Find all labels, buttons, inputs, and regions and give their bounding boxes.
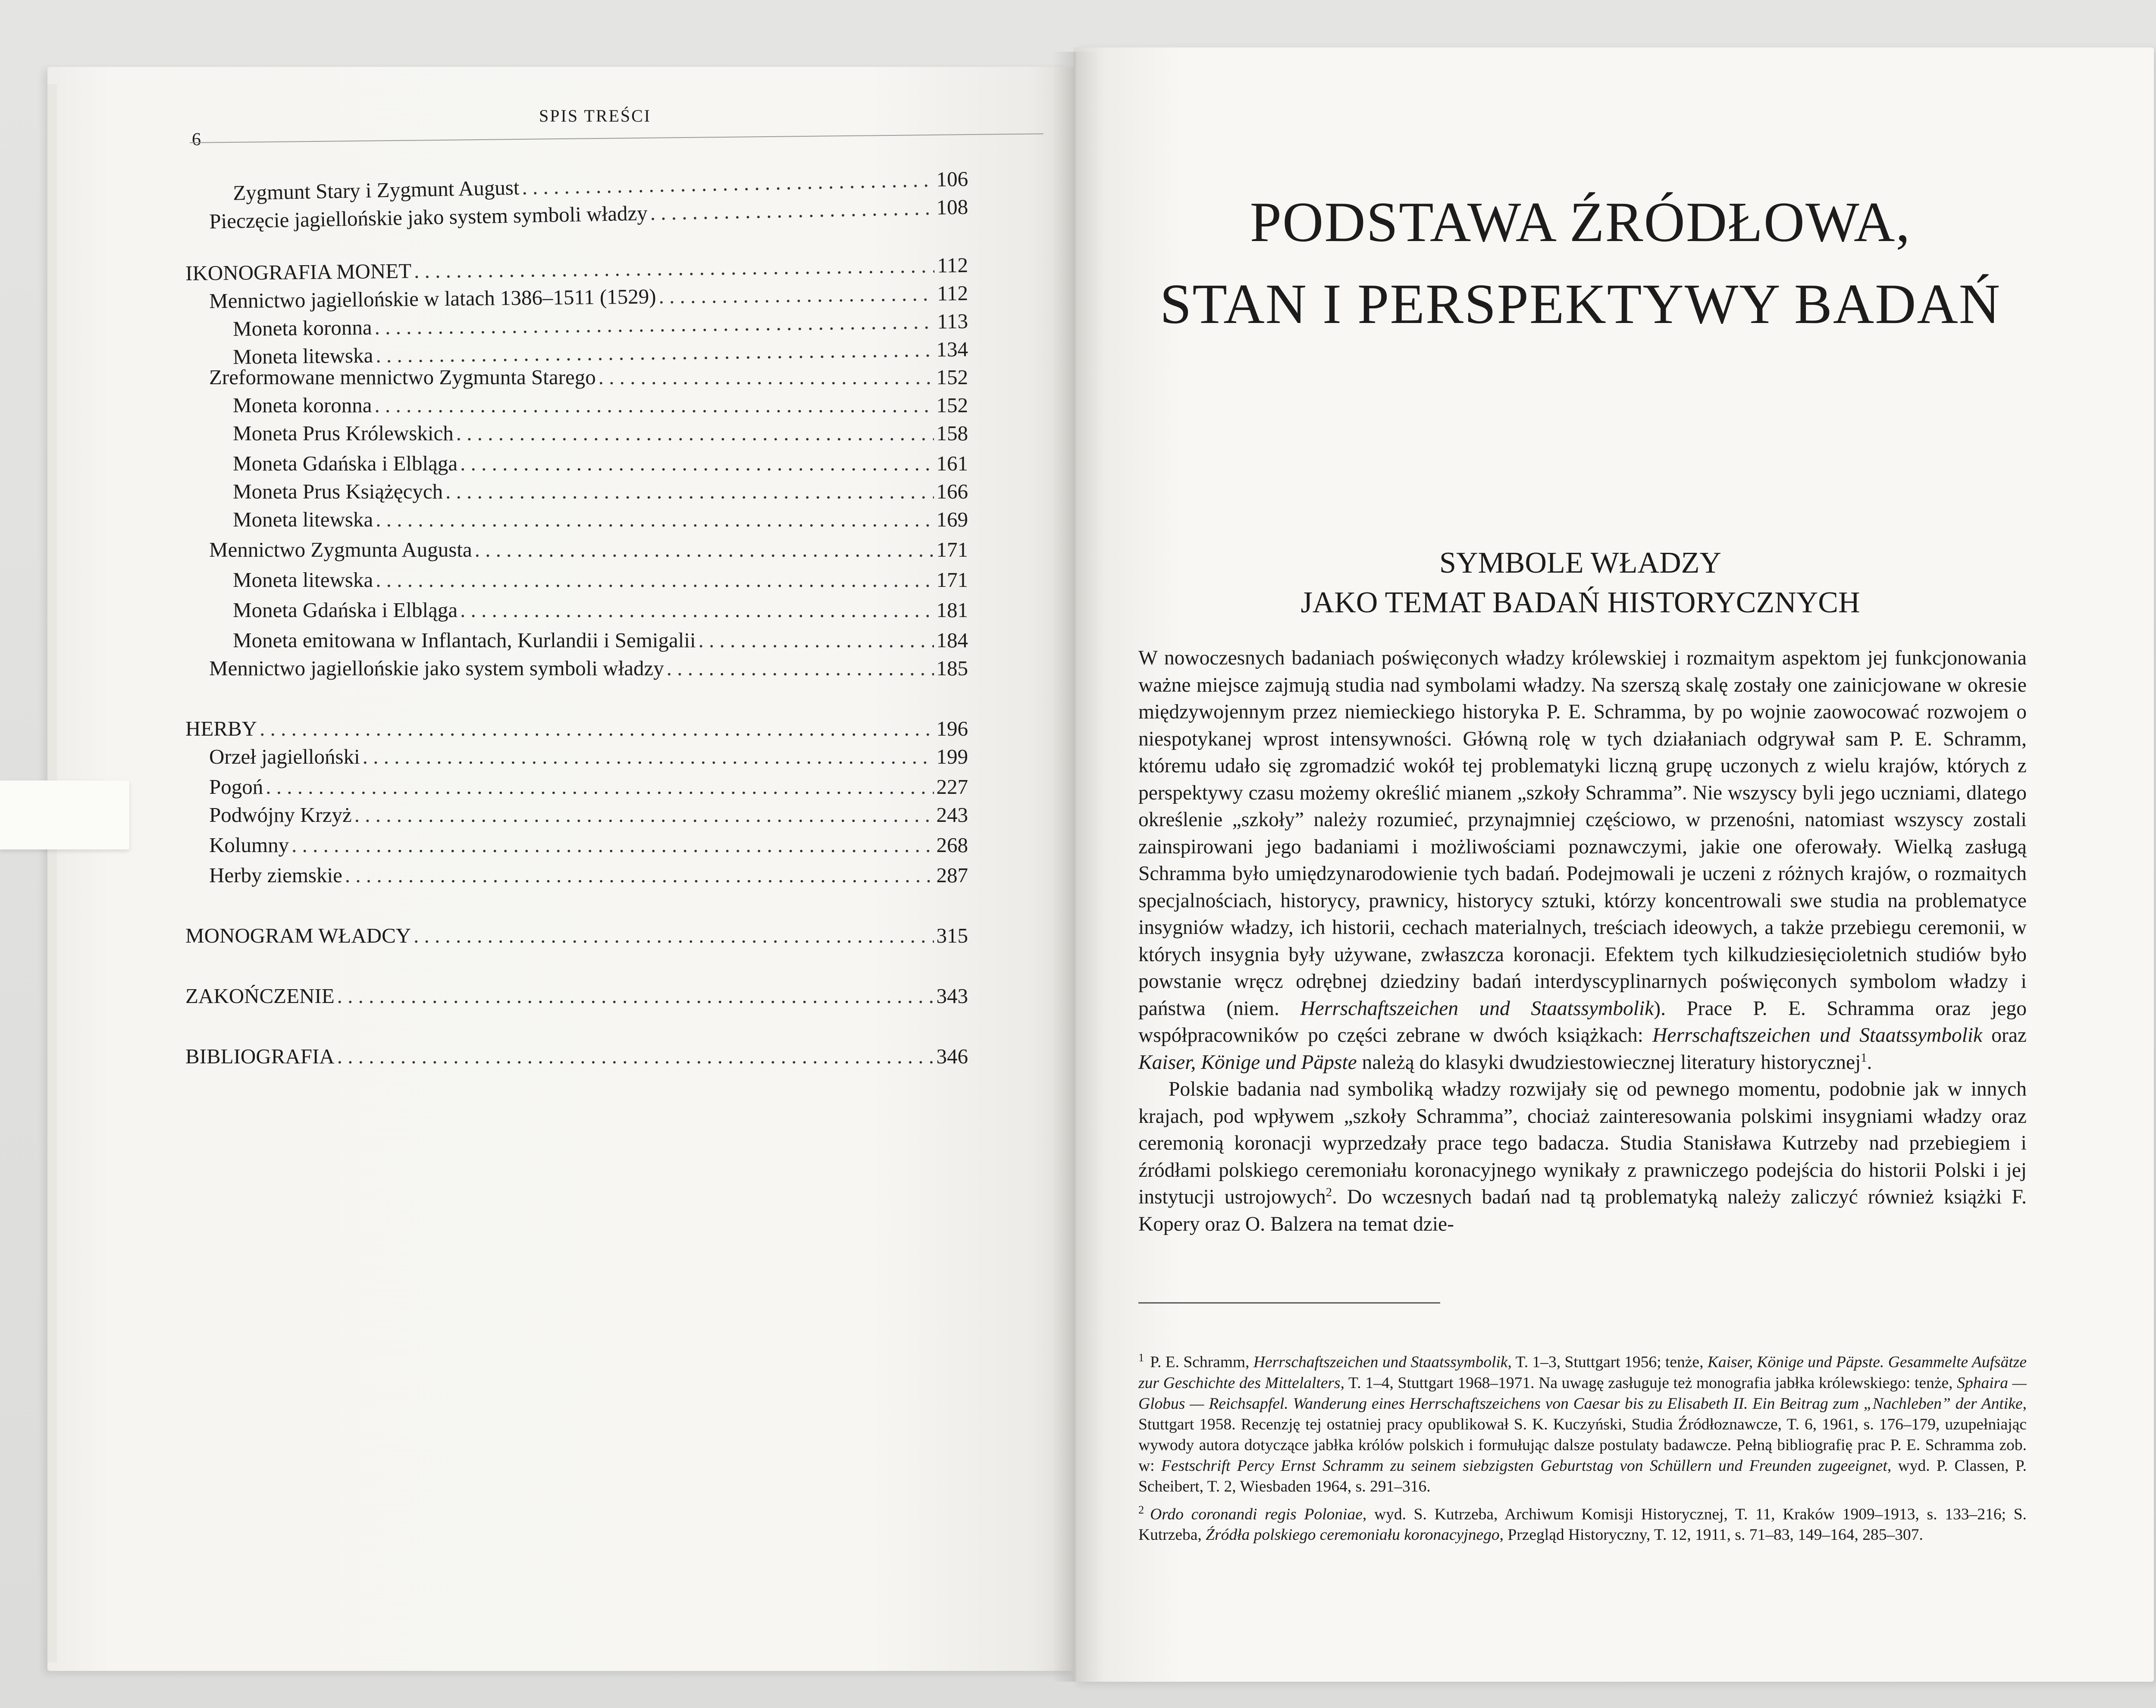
toc-entry[interactable] xyxy=(209,367,968,388)
toc-label: Moneta Gdańska i Elbląga xyxy=(233,598,458,622)
toc-leader-dots xyxy=(667,658,934,679)
italic-title: Sphaira — Globus — Reichsapfel. Wanderung eines Herrschaftszeichens von Caesar bis zu Elisabeth II. Ein Beitrag zum „Nachleben” der Antike xyxy=(1138,1374,2027,1413)
toc-page-number: 287 xyxy=(936,863,968,887)
toc-page-number: 268 xyxy=(936,833,968,857)
toc-label: Moneta koronna xyxy=(232,315,372,341)
toc-leader-dots xyxy=(456,423,934,444)
chapter-title xyxy=(1121,181,2040,345)
toc-label: Mennictwo jagiellońskie jako system symboli władzy xyxy=(209,656,664,680)
toc-page-number: 227 xyxy=(936,775,968,799)
toc-label: IKONOGRAFIA MONET xyxy=(185,259,412,285)
toc-leader-dots xyxy=(337,1046,934,1067)
toc-leader-dots xyxy=(414,925,934,946)
toc-label: Podwójny Krzyż xyxy=(209,803,352,827)
toc-entry[interactable] xyxy=(209,658,968,679)
toc-leader-dots xyxy=(363,746,934,767)
toc-page-number: 152 xyxy=(936,365,968,389)
italic-title: Festschrift Percy Ernst Schramm zu seinem siebzigsten Geburtstag von Schüllern und Freunden zugeeignet xyxy=(1161,1457,1887,1475)
toc-entry[interactable] xyxy=(209,865,968,886)
toc-page-number: 169 xyxy=(936,508,968,531)
italic-title: Herrschaftszeichen und Staatssymbolik xyxy=(1652,1024,1983,1047)
text-run: Polskie badania nad symboliką władzy rozwijały się od pewnego momentu, podobnie jak w innych krajach, pod wpływem „szkoły Schramma”, chociaż zainteresowania polskimi insygniami władzy oraz ceremonią koronacji wyprzedzały prace tego badacza. Studia Stanisława Kutrzeby nad przebiegiem i źródłami polskiego ceremoniału koronacyjnego wynikały z prawniczego podejścia do historii Polski i jej instytucji ustrojowych xyxy=(1138,1078,2027,1208)
toc-leader-dots xyxy=(475,539,934,560)
toc-page-number: 158 xyxy=(936,421,968,445)
toc-label: Pogoń xyxy=(209,775,263,799)
toc-page-number: 346 xyxy=(936,1044,968,1068)
toc-label: Moneta Gdańska i Elbląga xyxy=(233,451,458,475)
toc-leader-dots xyxy=(266,776,934,797)
toc-entry[interactable] xyxy=(233,569,968,590)
bookmark-strip xyxy=(0,780,129,849)
toc-page-number: 112 xyxy=(937,281,968,305)
toc-label: Kolumny xyxy=(209,833,289,857)
footnote-number: 1 xyxy=(1138,1351,1144,1364)
toc-section[interactable] xyxy=(185,1046,968,1067)
footnote-rule xyxy=(1138,1302,1440,1304)
toc-label: Moneta Prus Książęcych xyxy=(233,479,443,503)
toc-label: Moneta Prus Królewskich xyxy=(233,421,454,445)
page-number: 6 xyxy=(192,130,201,150)
toc-page-number: 243 xyxy=(936,803,968,827)
text-run: oraz xyxy=(1982,1024,2027,1047)
text-run: P. E. Schramm, xyxy=(1150,1353,1253,1371)
text-run: ). Prace P. E. Schramma oraz jego współpracowników po części zebrane w dwóch książkach: xyxy=(1138,997,2027,1047)
toc-page-number: 199 xyxy=(936,745,968,768)
toc-entry[interactable] xyxy=(209,539,968,560)
text-run: , T. 1–3, Stuttgart 1956; tenże, xyxy=(1507,1353,1708,1371)
toc-page-number: 108 xyxy=(936,195,968,219)
italic-title: Herrschaftszeichen und Staatssymbolik xyxy=(1253,1353,1508,1371)
text-run: , Przegląd Historyczny, T. 12, 1911, s. 71–83, 149–164, 285–307. xyxy=(1499,1526,1923,1544)
section-title xyxy=(1121,543,2040,623)
toc-page-number: 166 xyxy=(936,479,968,503)
toc-page-number: 171 xyxy=(936,538,968,561)
toc-leader-dots xyxy=(658,283,934,307)
toc-label: Moneta emitowana w Inflantach, Kurlandii i Semigalii xyxy=(233,628,696,652)
toc-page-number: 152 xyxy=(936,393,968,417)
text-run: W nowoczesnych badaniach poświęconych władzy królewskiej i rozmaitym aspektom jej funkcjonowania ważne miejsce zajmują studia nad symbolami władzy. Na szerszą skalę zostały one zainicjowane w okresie międzywojennym przez niemieckiego historyka P. E. Schramma, by po wojnie zaowocować rozwojem o niespotykanej wprost intensywności. Główną rolę w tych działaniach odgrywał sam P. E. Schramm, któremu udało się zgromadzić wokół tej problematyki liczną grupę uczonych z wielu krajów, których z perspektywy czasu możemy określić mianem „szkoły Schramma”. Nie wszyscy byli jego uczniami, dlatego określenie „szkoły” należy rozumieć, przynajmniej częściowo, w przenośni, natomiast wszyscy zostali zainspirowani jego badaniami i możliwościami poznawczymi, jakie one oferowały. Wielką zasługą Schramma było umiędzynarodowienie tych badań. Podejmowali je uczeni z różnych krajów, o rozmaitych specjalnościach, historycy, prawnicy, historycy sztuki, którzy koncentrowali swe studia na problematyce insygniów władzy, ich historii, cechach materialnych, treściach ideowych, a także przebiegu ceremonii, w których insygnia były używane, zwłaszcza koronacji. Efektem tych kilkudziesięcioletnich studiów było powstanie wręcz odrębnej dziedziny badań interdyscyplinarnych poświęconych symbolom władzy i państwa (niem. xyxy=(1138,647,2027,1020)
toc-leader-dots xyxy=(376,569,934,590)
toc-entry[interactable] xyxy=(233,630,968,651)
toc-label: Moneta litewska xyxy=(233,508,373,531)
toc-page-number: 106 xyxy=(936,167,968,191)
toc-label: Zygmunt Stary i Zygmunt August xyxy=(232,175,520,205)
toc-entry[interactable] xyxy=(233,453,968,474)
toc-entry[interactable] xyxy=(209,804,968,825)
toc-section[interactable] xyxy=(185,985,968,1006)
italic-title: Ordo coronandi regis Poloniae xyxy=(1150,1505,1363,1523)
toc-page-number: 343 xyxy=(936,984,968,1008)
toc-label: Mennictwo Zygmunta Augusta xyxy=(209,538,472,561)
italic-title: Źródła polskiego ceremoniału koronacyjnego xyxy=(1206,1526,1500,1544)
section-title-line-2: JAKO TEMAT BADAŃ HISTORYCZNYCH xyxy=(1300,586,1860,619)
chapter-title-line-2: STAN I PERSPEKTYWY BADAŃ xyxy=(1159,272,2001,335)
text-run: , wyd. P. Classen, P. Scheibert, T. 2, Wiesbaden 1964, s. 291–316. xyxy=(1138,1457,2027,1495)
toc-page-number: 134 xyxy=(936,337,968,361)
toc-label: Orzeł jagielloński xyxy=(209,745,360,768)
toc-leader-dots xyxy=(699,630,934,651)
footnote-ref-2[interactable]: 2 xyxy=(1326,1186,1332,1200)
toc-label: BIBLIOGRAFIA xyxy=(185,1044,335,1068)
toc-entry[interactable] xyxy=(209,776,968,797)
toc-label: MONOGRAM WŁADCY xyxy=(185,924,411,947)
toc-label: Moneta koronna xyxy=(233,393,372,417)
toc-leader-dots xyxy=(375,395,934,416)
body-text xyxy=(1138,645,2027,1238)
toc-label: Zreformowane mennictwo Zygmunta Starego xyxy=(209,365,596,389)
toc-leader-dots xyxy=(445,481,934,502)
toc-page-number: 184 xyxy=(936,628,968,652)
toc-label: Herby ziemskie xyxy=(209,863,342,887)
text-run: , wyd. S. Kutrzeba, Archiwum Komisji Historycznej, T. 11, Kraków 1909–1913, s. 133–216; S. Kutrzeba, xyxy=(1138,1505,2027,1544)
text-run: należą do klasyki dwudziestowiecznej literatury historycznej xyxy=(1357,1051,1861,1074)
toc-page-number: 113 xyxy=(937,309,968,333)
footnote-1 xyxy=(1138,1348,2027,1497)
toc-section[interactable] xyxy=(185,925,968,946)
toc-label: Pieczęcie jagiellońskie jako system symboli władzy xyxy=(209,201,648,233)
italic-term: Herrschaftszeichen und Staatssymbolik xyxy=(1300,997,1654,1020)
toc-entry[interactable] xyxy=(233,599,968,621)
toc-entry[interactable] xyxy=(209,746,968,767)
toc-entry[interactable] xyxy=(233,509,968,530)
toc-label: HERBY xyxy=(185,717,257,740)
chapter-title-line-1: PODSTAWA ŹRÓDŁOWA, xyxy=(1250,190,1911,254)
toc-page-number: 161 xyxy=(936,451,968,475)
text-run: , Stuttgart 1958. Recenzję tej ostatniej pracy opublikował S. K. Kuczyński, Studia Źródłoznawcze, T. 6, 1961, s. 176–179, uzupełniając wywody autora dotyczące jabłka królów polskich i formułując dalsze postulaty badawcze. Pełną bibliografię prac P. E. Schramma zob. w: xyxy=(1138,1395,2027,1475)
toc-leader-dots xyxy=(376,509,934,530)
toc-label: Mennictwo jagiellońskie w latach 1386–1511 (1529) xyxy=(209,284,656,313)
toc-page-number: 185 xyxy=(936,656,968,680)
toc-leader-dots xyxy=(354,804,934,825)
toc-leader-dots xyxy=(599,367,934,388)
text-run: , T. 1–4, Stuttgart 1968–1971. Na uwagę zasługuje też monografia jabłka królewskiego: tenże, xyxy=(1340,1374,1957,1392)
toc-page-number: 171 xyxy=(936,568,968,592)
toc-page-number: 315 xyxy=(936,924,968,947)
toc-entry[interactable] xyxy=(233,395,968,416)
toc-leader-dots xyxy=(337,985,934,1006)
toc-entry[interactable] xyxy=(233,423,968,444)
toc-label: Moneta litewska xyxy=(232,343,373,369)
toc-page-number: 196 xyxy=(936,717,968,740)
toc-leader-dots xyxy=(460,453,934,474)
paragraph-1 xyxy=(1138,645,2027,1076)
paragraph-2 xyxy=(1138,1076,2027,1238)
section-title-line-1: SYMBOLE WŁADZY xyxy=(1439,546,1721,580)
toc-page-number: 181 xyxy=(936,598,968,622)
toc-entry[interactable] xyxy=(233,481,968,502)
toc-leader-dots xyxy=(460,599,934,621)
footnotes xyxy=(1138,1348,2027,1548)
running-head: SPIS TREŚCI xyxy=(539,106,652,125)
italic-title: Kaiser, Könige und Päpste xyxy=(1138,1051,1357,1074)
footnote-ref-1[interactable]: 1 xyxy=(1861,1051,1867,1065)
text-run: . Do wczesnych badań nad tą problematyką należy zaliczyć również książki F. Kopery oraz O. Balzera na temat dzie- xyxy=(1138,1186,2027,1235)
toc-page-number: 112 xyxy=(937,253,968,277)
toc-label: Moneta litewska xyxy=(233,568,373,592)
toc-leader-dots xyxy=(345,865,934,886)
footnote-2 xyxy=(1138,1500,2027,1546)
toc-entry[interactable] xyxy=(209,834,968,856)
toc-label: ZAKOŃCZENIE xyxy=(185,984,335,1008)
text-run: . xyxy=(1867,1051,1872,1074)
footnote-number: 2 xyxy=(1138,1503,1144,1516)
toc-leader-dots xyxy=(260,718,934,739)
toc-leader-dots xyxy=(291,834,934,856)
toc-section[interactable] xyxy=(185,718,968,739)
italic-title: Kaiser, Könige und Päpste. Gesammelte Aufsätze zur Geschichte des Mittelalters xyxy=(1138,1353,2027,1392)
